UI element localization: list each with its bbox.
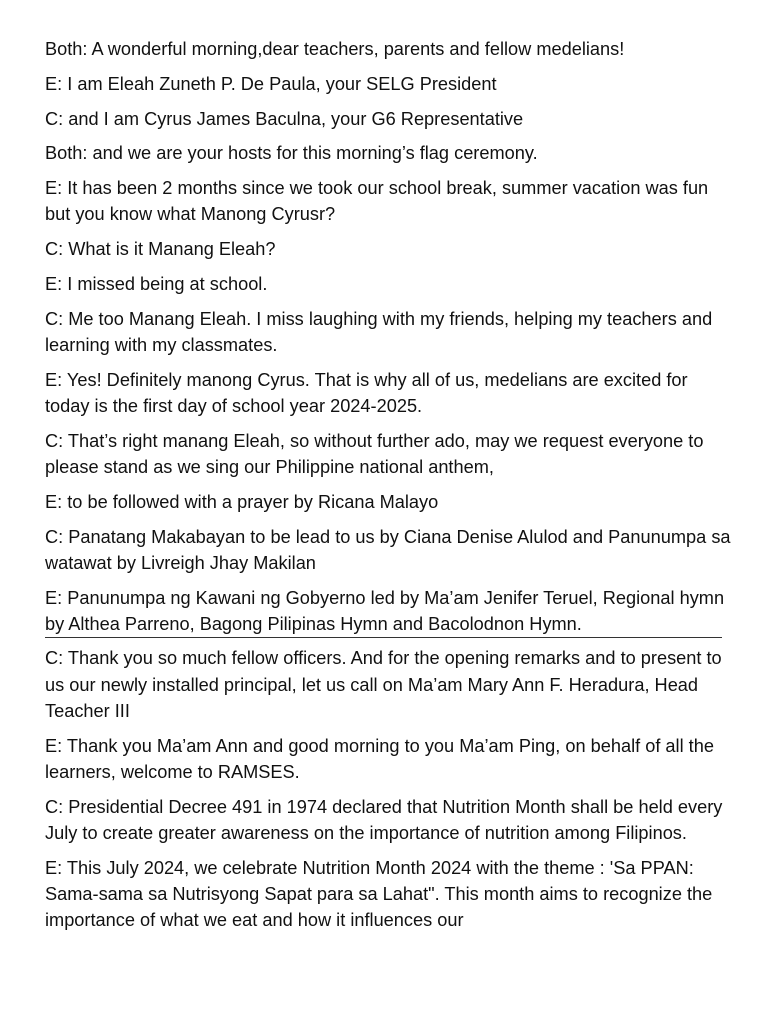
script-line: C: and I am Cyrus James Baculna, your G6 Representative [45,108,524,129]
script-line: E: to be followed with a prayer by Ricana Malayo [45,491,439,512]
script-line: Both: and we are your hosts for this morning’s flag ceremony. [45,143,538,164]
script-line: C: That’s right manang Eleah, so without further ado, may we request everyone to please stand as we sing our Philippine national anthem, [45,430,704,477]
script-line: E: I am Eleah Zuneth P. De Paula, your SELG President [45,73,497,94]
script-line: C: Presidential Decree 491 in 1974 declared that Nutrition Month shall be held every July to create greater awareness on the importance of nutrition among Filipinos. [45,796,723,843]
script-line: E: It has been 2 months since we took our school break, summer vacation was fun but you know what Manong Cyrusr? [45,178,709,225]
script-line: E: This July 2024, we celebrate Nutrition Month 2024 with the theme : 'Sa PPAN: Sama-sama sa Nutrisyong Sapat para sa Lahat". This month aims to recognize the importance of what we eat and how it influences our [45,857,713,931]
script-line: E: I missed being at school. [45,273,268,294]
script-line: E: Thank you Ma’am Ann and good morning to you Ma’am Ping, on behalf of all the learners, welcome to RAMSES. [45,735,714,782]
script-line: E: Panunumpa ng Kawani ng Gobyerno led by Ma’am Jenifer Teruel, Regional hymn by Althea Parreno, Bagong Pilipinas Hymn and Bacolodnon Hymn. [45,587,725,634]
script-page [45,36,735,942]
script-line: C: Panatang Makabayan to be lead to us by Ciana Denise Alulod and Panunumpa sa watawat by Livreigh Jhay Makilan [45,526,731,573]
script-line: E: Yes! Definitely manong Cyrus. That is why all of us, medelians are excited for today is the first day of school year 2024-2025. [45,369,688,416]
script-line: C: Thank you so much fellow officers. And for the opening remarks and to present to us our newly installed principal, let us call on Ma’am Mary Ann F. Heradura, Head Teacher III [45,648,722,721]
script-line: C: Me too Manang Eleah. I miss laughing with my friends, helping my teachers and learning with my classmates. [45,308,713,355]
script-line: Both: A wonderful morning,dear teachers, parents and fellow medelians! [45,39,625,59]
script-line: C: What is it Manang Eleah? [45,239,276,260]
horizontal-rule [45,637,722,638]
